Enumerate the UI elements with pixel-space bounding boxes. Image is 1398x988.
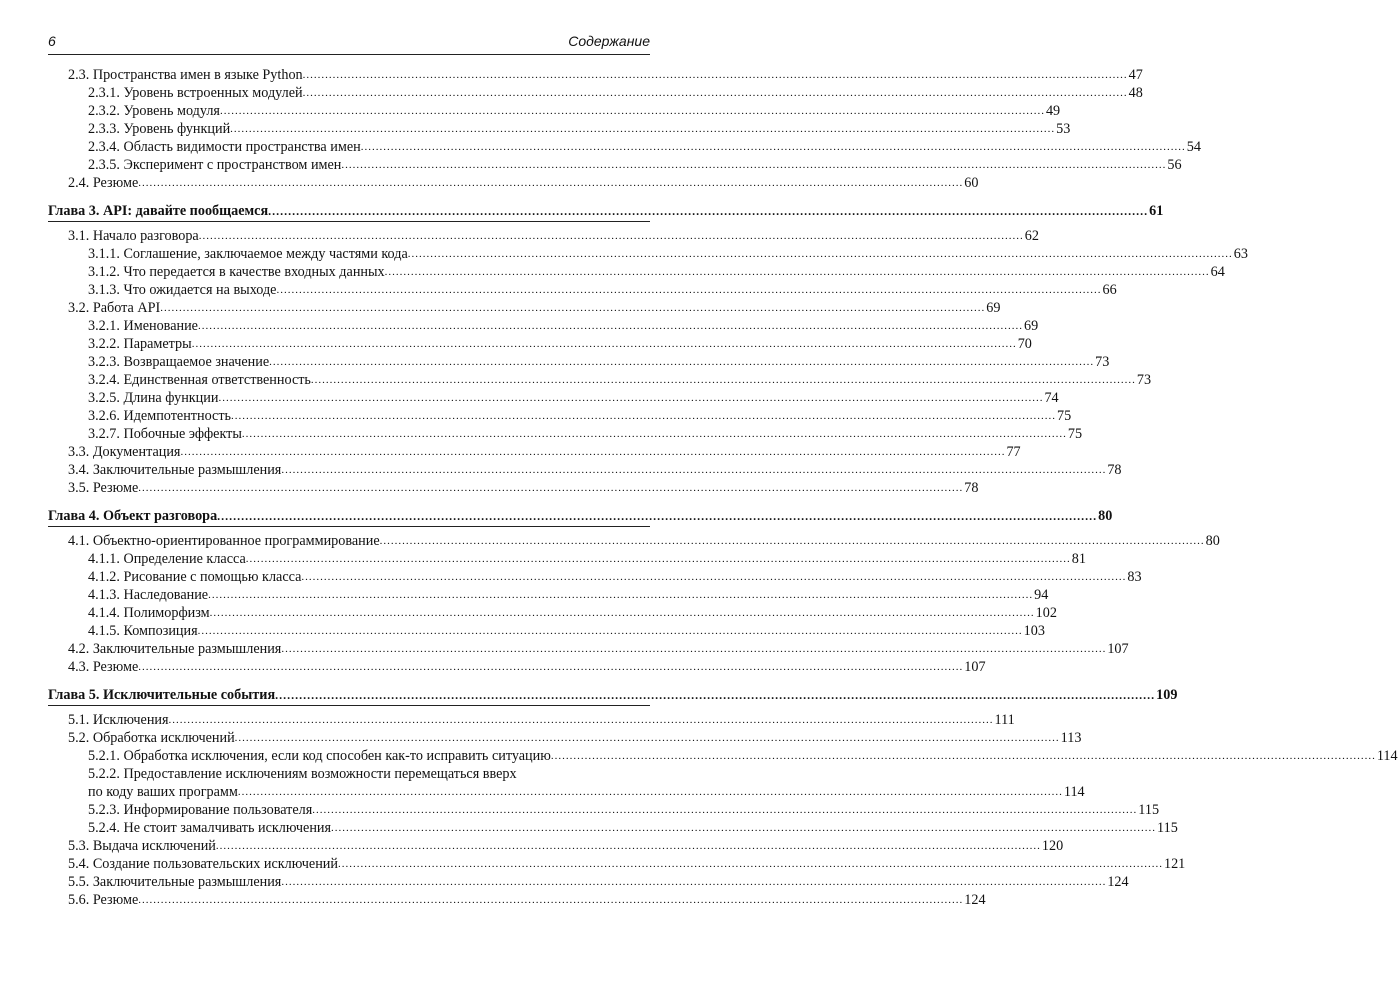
toc-page-number: 124 bbox=[964, 892, 986, 908]
toc-entry-title bbox=[88, 425, 242, 443]
toc-entry[interactable] bbox=[48, 604, 1057, 622]
toc-leader-dots: ............................................................................................................................................................................................................................ bbox=[217, 509, 1098, 523]
toc-entry-text: Объектно-ориентированное программирование bbox=[92, 533, 380, 549]
toc-entry[interactable] bbox=[48, 729, 1082, 747]
toc-page-number: 77 bbox=[1006, 444, 1021, 460]
toc-entry-text: Уровень встроенных модулей bbox=[123, 85, 303, 101]
toc-entry-number: Глава 3. bbox=[48, 203, 100, 219]
toc-leader-dots: ............................................................................................................................................................................................................................ bbox=[191, 338, 1017, 350]
toc-entry-title bbox=[68, 532, 380, 550]
toc-entry[interactable] bbox=[48, 425, 1083, 443]
toc-leader-dots: ............................................................................................................................................................................................................................ bbox=[208, 589, 1034, 601]
toc-entry-title bbox=[88, 765, 517, 783]
toc-entry-text: Что ожидается на выходе bbox=[123, 282, 277, 298]
toc-entry-number: 5.4. bbox=[68, 856, 90, 872]
toc-leader-dots: ............................................................................................................................................................................................................................ bbox=[197, 320, 1023, 332]
toc-leader-dots: ............................................................................................................................................................................................................................ bbox=[310, 374, 1136, 386]
toc-entry-title bbox=[68, 873, 281, 891]
toc-leader-dots: ............................................................................................................................................................................................................................ bbox=[168, 714, 994, 726]
toc-entry-number: 4.1.3. bbox=[88, 587, 120, 603]
toc-leader-dots: ............................................................................................................................................................................................................................ bbox=[215, 840, 1041, 852]
toc-entry-text: Композиция bbox=[123, 623, 198, 639]
toc-entry-title bbox=[88, 245, 408, 263]
toc-entry-title bbox=[88, 120, 230, 138]
toc-entry-text: Обработка исключений bbox=[92, 730, 235, 746]
toc-page-number: 63 bbox=[1233, 246, 1248, 262]
toc-entry[interactable] bbox=[48, 765, 650, 783]
toc-entry-text: Что передается в качестве входных данных bbox=[123, 264, 385, 280]
toc-entry-title bbox=[68, 461, 281, 479]
toc-page-number: 73 bbox=[1095, 354, 1110, 370]
toc-page-number: 81 bbox=[1071, 551, 1086, 567]
toc-page-number: 115 bbox=[1157, 820, 1178, 836]
toc-page-number: 124 bbox=[1107, 874, 1129, 890]
toc-entry[interactable] bbox=[48, 891, 986, 909]
toc-entry-text: Эксперимент с пространством имен bbox=[123, 157, 342, 173]
toc-entry[interactable] bbox=[48, 263, 1225, 281]
toc-leader-dots: ............................................................................................................................................................................................................................ bbox=[281, 643, 1107, 655]
toc-entry-title bbox=[88, 263, 385, 281]
toc-entry-text: Предоставление исключениям возможности перемещаться вверх bbox=[123, 766, 517, 782]
toc-page-number: 47 bbox=[1128, 67, 1143, 83]
toc-entry-number: 3.1.2. bbox=[88, 264, 120, 280]
toc-entry-text: Обработка исключения, если код способен как-то исправить ситуацию bbox=[123, 748, 551, 764]
toc-leader-dots: ............................................................................................................................................................................................................................ bbox=[384, 266, 1210, 278]
toc-entry-text: Область видимости пространства имен bbox=[123, 139, 361, 155]
toc-page-number: 75 bbox=[1057, 408, 1072, 424]
toc-entry-number: 4.1.4. bbox=[88, 605, 120, 621]
toc-entry[interactable] bbox=[48, 138, 1201, 156]
toc-page-number: 64 bbox=[1210, 264, 1225, 280]
toc-chapter-entry[interactable] bbox=[48, 683, 1178, 707]
toc-entry-title bbox=[88, 335, 192, 353]
toc-entry-number: 2.4. bbox=[68, 175, 90, 191]
toc-page-number: 48 bbox=[1128, 85, 1143, 101]
toc-entry-number: 5.3. bbox=[68, 838, 90, 854]
toc-page-number: 121 bbox=[1163, 856, 1186, 872]
toc-entry-text: Побочные эффекты bbox=[123, 426, 242, 442]
toc-entry-title bbox=[88, 102, 220, 120]
toc-leader-dots: ............................................................................................................................................................................................................................ bbox=[301, 571, 1127, 583]
toc-entry-title bbox=[68, 658, 138, 676]
running-header bbox=[48, 30, 650, 55]
toc-entry-title bbox=[68, 66, 303, 84]
toc-entry-text: Резюме bbox=[92, 175, 139, 191]
toc-entry-text: Определение класса bbox=[123, 551, 246, 567]
toc-page-number: 102 bbox=[1035, 605, 1057, 621]
toc-entry-number: 3.1.3. bbox=[88, 282, 120, 298]
toc-entry-title bbox=[68, 891, 138, 909]
toc-entry-number: 4.1. bbox=[68, 533, 90, 549]
toc-page-number: 54 bbox=[1186, 139, 1201, 155]
toc-entry-title bbox=[68, 711, 169, 729]
running-header-title: Содержание bbox=[568, 33, 650, 49]
toc-leader-dots: ............................................................................................................................................................................................................................ bbox=[218, 392, 1044, 404]
toc-page-number: 60 bbox=[964, 175, 979, 191]
toc-page-number: 78 bbox=[964, 480, 979, 496]
toc-leader-dots: ............................................................................................................................................................................................................................ bbox=[281, 464, 1107, 476]
toc-leader-dots: ............................................................................................................................................................................................................................ bbox=[379, 535, 1205, 547]
toc-entry-number: 2.3.4. bbox=[88, 139, 120, 155]
toc-entry-title bbox=[88, 281, 276, 299]
toc-entry-title bbox=[68, 479, 138, 497]
toc-entry-number: 3.2.3. bbox=[88, 354, 120, 370]
toc-entry[interactable] bbox=[48, 550, 1086, 568]
toc-entry-text: Единственная ответственность bbox=[123, 372, 311, 388]
toc-leader-dots: ............................................................................................................................................................................................................................ bbox=[241, 428, 1067, 440]
toc-leader-dots: ............................................................................................................................................................................................................................ bbox=[160, 302, 986, 314]
toc-entry-text: Параметры bbox=[123, 336, 192, 352]
toc-entry-title bbox=[48, 683, 275, 707]
toc-entry-number: 3.2.6. bbox=[88, 408, 120, 424]
toc-entry[interactable] bbox=[48, 479, 979, 497]
toc-entry[interactable] bbox=[48, 281, 1117, 299]
toc-entry-text: Исключения bbox=[92, 712, 169, 728]
toc-entry-number: 5.6. bbox=[68, 892, 90, 908]
toc-page-number: 115 bbox=[1138, 802, 1160, 818]
toc-entry-text: Исключительные события bbox=[102, 687, 276, 703]
toc-entry-text: Не стоит замалчивать исключения bbox=[123, 820, 332, 836]
toc-entry[interactable] bbox=[48, 461, 1122, 479]
toc-leader-dots: ............................................................................................................................................................................................................................ bbox=[550, 750, 1376, 762]
toc-leader-dots: ............................................................................................................................................................................................................................ bbox=[138, 482, 964, 494]
toc-entry[interactable] bbox=[48, 84, 1143, 102]
toc-page-number: 74 bbox=[1044, 390, 1059, 406]
toc-entry-title bbox=[48, 199, 268, 223]
toc-page-number: 113 bbox=[1060, 730, 1082, 746]
toc-entry-number: Глава 4. bbox=[48, 508, 100, 524]
toc-entry-title bbox=[88, 389, 218, 407]
toc-page-number: 107 bbox=[964, 659, 986, 675]
toc-entry-title bbox=[68, 855, 338, 873]
toc-page-number: 49 bbox=[1045, 103, 1061, 119]
toc-page-number: 75 bbox=[1067, 426, 1083, 442]
toc-entry[interactable] bbox=[48, 837, 1064, 855]
toc-entry-text: по коду ваших программ bbox=[88, 784, 238, 800]
toc-leader-dots: ............................................................................................................................................................................................................................ bbox=[312, 804, 1138, 816]
toc-page-number: 73 bbox=[1136, 372, 1152, 388]
toc-leader-dots: ............................................................................................................................................................................................................................ bbox=[337, 858, 1163, 870]
toc-entry-text: Работа API bbox=[92, 300, 161, 316]
toc-entry-title bbox=[88, 586, 208, 604]
toc-entry-title bbox=[88, 317, 198, 335]
toc-page-number: 62 bbox=[1024, 228, 1039, 244]
toc-entry-number: 3.5. bbox=[68, 480, 90, 496]
toc-entry-title bbox=[68, 640, 281, 658]
toc-entry-text: Объект разговора bbox=[102, 508, 218, 524]
toc-page-number: 80 bbox=[1205, 533, 1220, 549]
toc-entry-number: 5.5. bbox=[68, 874, 90, 890]
toc-entry-number: 3.4. bbox=[68, 462, 90, 478]
toc-leader-dots: ............................................................................................................................................................................................................................ bbox=[180, 446, 1006, 458]
toc-entry-title bbox=[48, 504, 217, 528]
toc-chapter-entry[interactable] bbox=[48, 199, 1164, 223]
toc-page-number: 78 bbox=[1107, 462, 1122, 478]
toc-entry-title bbox=[88, 568, 301, 586]
toc-page-number: 114 bbox=[1063, 784, 1085, 800]
toc-entry-text: Рисование с помощью класса bbox=[123, 569, 302, 585]
page-number: 6 bbox=[48, 33, 56, 49]
toc-entry-text: Пространства имен в языке Python bbox=[92, 67, 303, 83]
toc-page-number: 107 bbox=[1107, 641, 1129, 657]
toc-entry-number: 3.2. bbox=[68, 300, 90, 316]
toc-entry-number: 4.1.1. bbox=[88, 551, 120, 567]
toc-page-number: 111 bbox=[994, 712, 1015, 728]
toc-entry[interactable] bbox=[48, 407, 1072, 425]
toc-leader-dots: ............................................................................................................................................................................................................................ bbox=[275, 688, 1156, 702]
toc-entry-title bbox=[88, 371, 311, 389]
toc-entry-text: Уровень функций bbox=[123, 121, 231, 137]
toc-entry-number: 4.3. bbox=[68, 659, 90, 675]
toc-leader-dots: ............................................................................................................................................................................................................................ bbox=[268, 204, 1149, 218]
toc-entry[interactable] bbox=[48, 120, 1071, 138]
toc-entry-title bbox=[88, 407, 231, 425]
toc-entry-text: Идемпотентность bbox=[123, 408, 232, 424]
toc-leader-dots: ............................................................................................................................................................................................................................ bbox=[276, 284, 1102, 296]
toc-leader-dots: ............................................................................................................................................................................................................................ bbox=[197, 625, 1023, 637]
toc-entry-number: 3.1.1. bbox=[88, 246, 120, 262]
toc-entry-title bbox=[68, 227, 199, 245]
toc-entry-number: 5.2. bbox=[68, 730, 90, 746]
toc-entry[interactable] bbox=[48, 711, 1015, 729]
toc-entry[interactable] bbox=[48, 156, 1182, 174]
toc-entry-text: Заключительные размышления bbox=[92, 874, 282, 890]
toc-entry-number: 2.3.3. bbox=[88, 121, 120, 137]
toc-entry[interactable] bbox=[48, 66, 1143, 84]
toc-entry-text: Соглашение, заключаемое между частями кода bbox=[123, 246, 408, 262]
toc-page-number: 103 bbox=[1023, 623, 1045, 639]
toc-entry-title bbox=[88, 156, 341, 174]
toc-entry-title bbox=[68, 837, 216, 855]
toc-entry-text: Выдача исключений bbox=[92, 838, 216, 854]
toc-entry-number: 5.1. bbox=[68, 712, 90, 728]
toc-leader-dots: ............................................................................................................................................................................................................................ bbox=[281, 876, 1107, 888]
toc-entry[interactable] bbox=[48, 658, 986, 676]
toc-leader-dots: ............................................................................................................................................................................................................................ bbox=[138, 894, 964, 906]
toc-leader-dots: ............................................................................................................................................................................................................................ bbox=[407, 248, 1233, 260]
toc-entry-text: Начало разговора bbox=[92, 228, 199, 244]
toc-entry[interactable] bbox=[48, 227, 1039, 245]
toc-entry-number: 5.2.4. bbox=[88, 820, 120, 836]
toc-entry-number: 4.2. bbox=[68, 641, 90, 657]
toc-entry-text: Именование bbox=[123, 318, 198, 334]
toc-entry-number: 3.3. bbox=[68, 444, 90, 460]
toc-entry-text: Резюме bbox=[92, 480, 139, 496]
toc-leader-dots: ............................................................................................................................................................................................................................ bbox=[269, 356, 1095, 368]
toc-page-number: 83 bbox=[1127, 569, 1142, 585]
toc-page-number: 61 bbox=[1149, 203, 1164, 219]
toc-entry-title bbox=[88, 550, 246, 568]
toc-entry-number: 3.2.7. bbox=[88, 426, 120, 442]
toc-chapter-entry[interactable] bbox=[48, 504, 1113, 528]
toc-leader-dots: ............................................................................................................................................................................................................................ bbox=[198, 230, 1024, 242]
toc-entry-text: Длина функции bbox=[123, 390, 219, 406]
toc-page-number: 94 bbox=[1034, 587, 1049, 603]
toc-entry-number: 2.3. bbox=[68, 67, 90, 83]
toc-entry[interactable] bbox=[48, 873, 1129, 891]
toc-leader-dots: ............................................................................................................................................................................................................................ bbox=[245, 553, 1071, 565]
toc-entry-text: Заключительные размышления bbox=[92, 462, 282, 478]
toc-entry-number: 4.1.5. bbox=[88, 623, 120, 639]
toc-entry-title bbox=[88, 819, 331, 837]
toc-entry-title bbox=[88, 801, 312, 819]
toc-entry[interactable] bbox=[48, 532, 1220, 550]
toc-entry-text: API: давайте пообщаемся bbox=[102, 203, 269, 219]
toc-entry[interactable] bbox=[48, 622, 1045, 640]
toc-leader-dots: ............................................................................................................................................................................................................................ bbox=[230, 123, 1056, 135]
toc-leader-dots: ............................................................................................................................................................................................................................ bbox=[138, 177, 964, 189]
toc-page-number: 109 bbox=[1156, 687, 1178, 703]
toc-entry-text: Заключительные размышления bbox=[92, 641, 282, 657]
toc-leader-dots: ............................................................................................................................................................................................................................ bbox=[234, 732, 1060, 744]
toc-entry[interactable] bbox=[48, 245, 1248, 263]
toc-entry-number: 5.2.1. bbox=[88, 748, 120, 764]
toc-page-number: 114 bbox=[1376, 748, 1398, 764]
toc-page-number: 53 bbox=[1056, 121, 1071, 137]
toc-leader-dots: ............................................................................................................................................................................................................................ bbox=[302, 69, 1128, 81]
toc-entry-text: Наследование bbox=[123, 587, 209, 603]
toc-entry-number: 3.2.5. bbox=[88, 390, 120, 406]
toc-entry-title bbox=[68, 729, 235, 747]
toc-page-number: 70 bbox=[1017, 336, 1032, 352]
toc-entry[interactable] bbox=[48, 819, 1178, 837]
toc-leader-dots: ............................................................................................................................................................................................................................ bbox=[341, 159, 1167, 171]
toc-entry-text: Резюме bbox=[92, 659, 139, 675]
toc-entry[interactable] bbox=[48, 640, 1129, 658]
toc-entry-number: 2.3.1. bbox=[88, 85, 120, 101]
toc-entry-continuation bbox=[48, 783, 1085, 801]
toc-page-number: 66 bbox=[1102, 282, 1117, 298]
toc-entry[interactable] bbox=[48, 586, 1049, 604]
toc-page-number: 69 bbox=[986, 300, 1001, 316]
toc-leader-dots: ............................................................................................................................................................................................................................ bbox=[219, 105, 1045, 117]
toc-entry[interactable] bbox=[48, 801, 1160, 819]
toc-entry[interactable] bbox=[48, 855, 1186, 873]
toc-page-number: 80 bbox=[1098, 508, 1113, 524]
toc-leader-dots: ............................................................................................................................................................................................................................ bbox=[302, 87, 1128, 99]
toc-entry-number: 2.3.2. bbox=[88, 103, 120, 119]
toc-page-number: 69 bbox=[1023, 318, 1039, 334]
toc-page-number: 120 bbox=[1041, 838, 1064, 854]
toc-entry-title bbox=[88, 622, 198, 640]
toc-leader-dots: ............................................................................................................................................................................................................................ bbox=[231, 410, 1057, 422]
toc-entry-text: Возвращаемое значение bbox=[123, 354, 270, 370]
toc-leader-dots: ............................................................................................................................................................................................................................ bbox=[138, 661, 964, 673]
toc-entry-number: 4.1.2. bbox=[88, 569, 120, 585]
toc-entry[interactable] bbox=[48, 371, 1152, 389]
toc-entry-title bbox=[88, 747, 551, 765]
toc-entry-number: 3.2.1. bbox=[88, 318, 120, 334]
toc-entry-text: Документация bbox=[92, 444, 181, 460]
toc-entry-text: Уровень модуля bbox=[123, 103, 220, 119]
toc-entry[interactable] bbox=[48, 174, 979, 192]
toc-entry-number: 5.2.3. bbox=[88, 802, 120, 818]
toc-leader-dots: ............................................................................................................................................................................................................................ bbox=[331, 822, 1157, 834]
toc-entry[interactable] bbox=[48, 317, 1039, 335]
toc-entry-number: Глава 5. bbox=[48, 687, 100, 703]
toc-entry[interactable] bbox=[48, 389, 1059, 407]
toc-entry-text: Создание пользовательских исключений bbox=[92, 856, 338, 872]
toc-entry-number: 2.3.5. bbox=[88, 157, 120, 173]
toc-entry-number: 3.2.2. bbox=[88, 336, 120, 352]
toc-entry[interactable] bbox=[48, 353, 1110, 371]
toc-entry[interactable] bbox=[48, 568, 1142, 586]
toc-entry-text: Информирование пользователя bbox=[123, 802, 313, 818]
toc-leader-dots: ............................................................................................................................................................................................................................ bbox=[360, 141, 1186, 153]
toc-entry-text: Резюме bbox=[92, 892, 139, 908]
toc-entry-number: 5.2.2. bbox=[88, 766, 120, 782]
toc-page-number: 56 bbox=[1167, 157, 1182, 173]
toc-entry[interactable] bbox=[48, 443, 1021, 461]
toc-entry-title bbox=[88, 604, 210, 622]
toc-leader-dots: ............................................................................................................................................................................................................................ bbox=[209, 607, 1035, 619]
toc-entry-title bbox=[68, 299, 160, 317]
table-of-contents bbox=[48, 66, 1398, 909]
toc-entry[interactable] bbox=[48, 102, 1061, 120]
toc-leader-dots: ............................................................................................................................................................................................................................ bbox=[237, 786, 1063, 798]
toc-entry-number: 3.2.4. bbox=[88, 372, 120, 388]
toc-entry-title bbox=[88, 84, 303, 102]
toc-entry-text: Полиморфизм bbox=[123, 605, 210, 621]
toc-entry[interactable] bbox=[48, 747, 1398, 765]
toc-entry-title bbox=[88, 138, 361, 156]
toc-entry[interactable] bbox=[48, 299, 1001, 317]
toc-entry[interactable] bbox=[48, 335, 1032, 353]
toc-entry-title bbox=[68, 174, 138, 192]
toc-entry-number: 3.1. bbox=[68, 228, 90, 244]
toc-entry-title bbox=[68, 443, 180, 461]
toc-entry-title bbox=[88, 353, 269, 371]
